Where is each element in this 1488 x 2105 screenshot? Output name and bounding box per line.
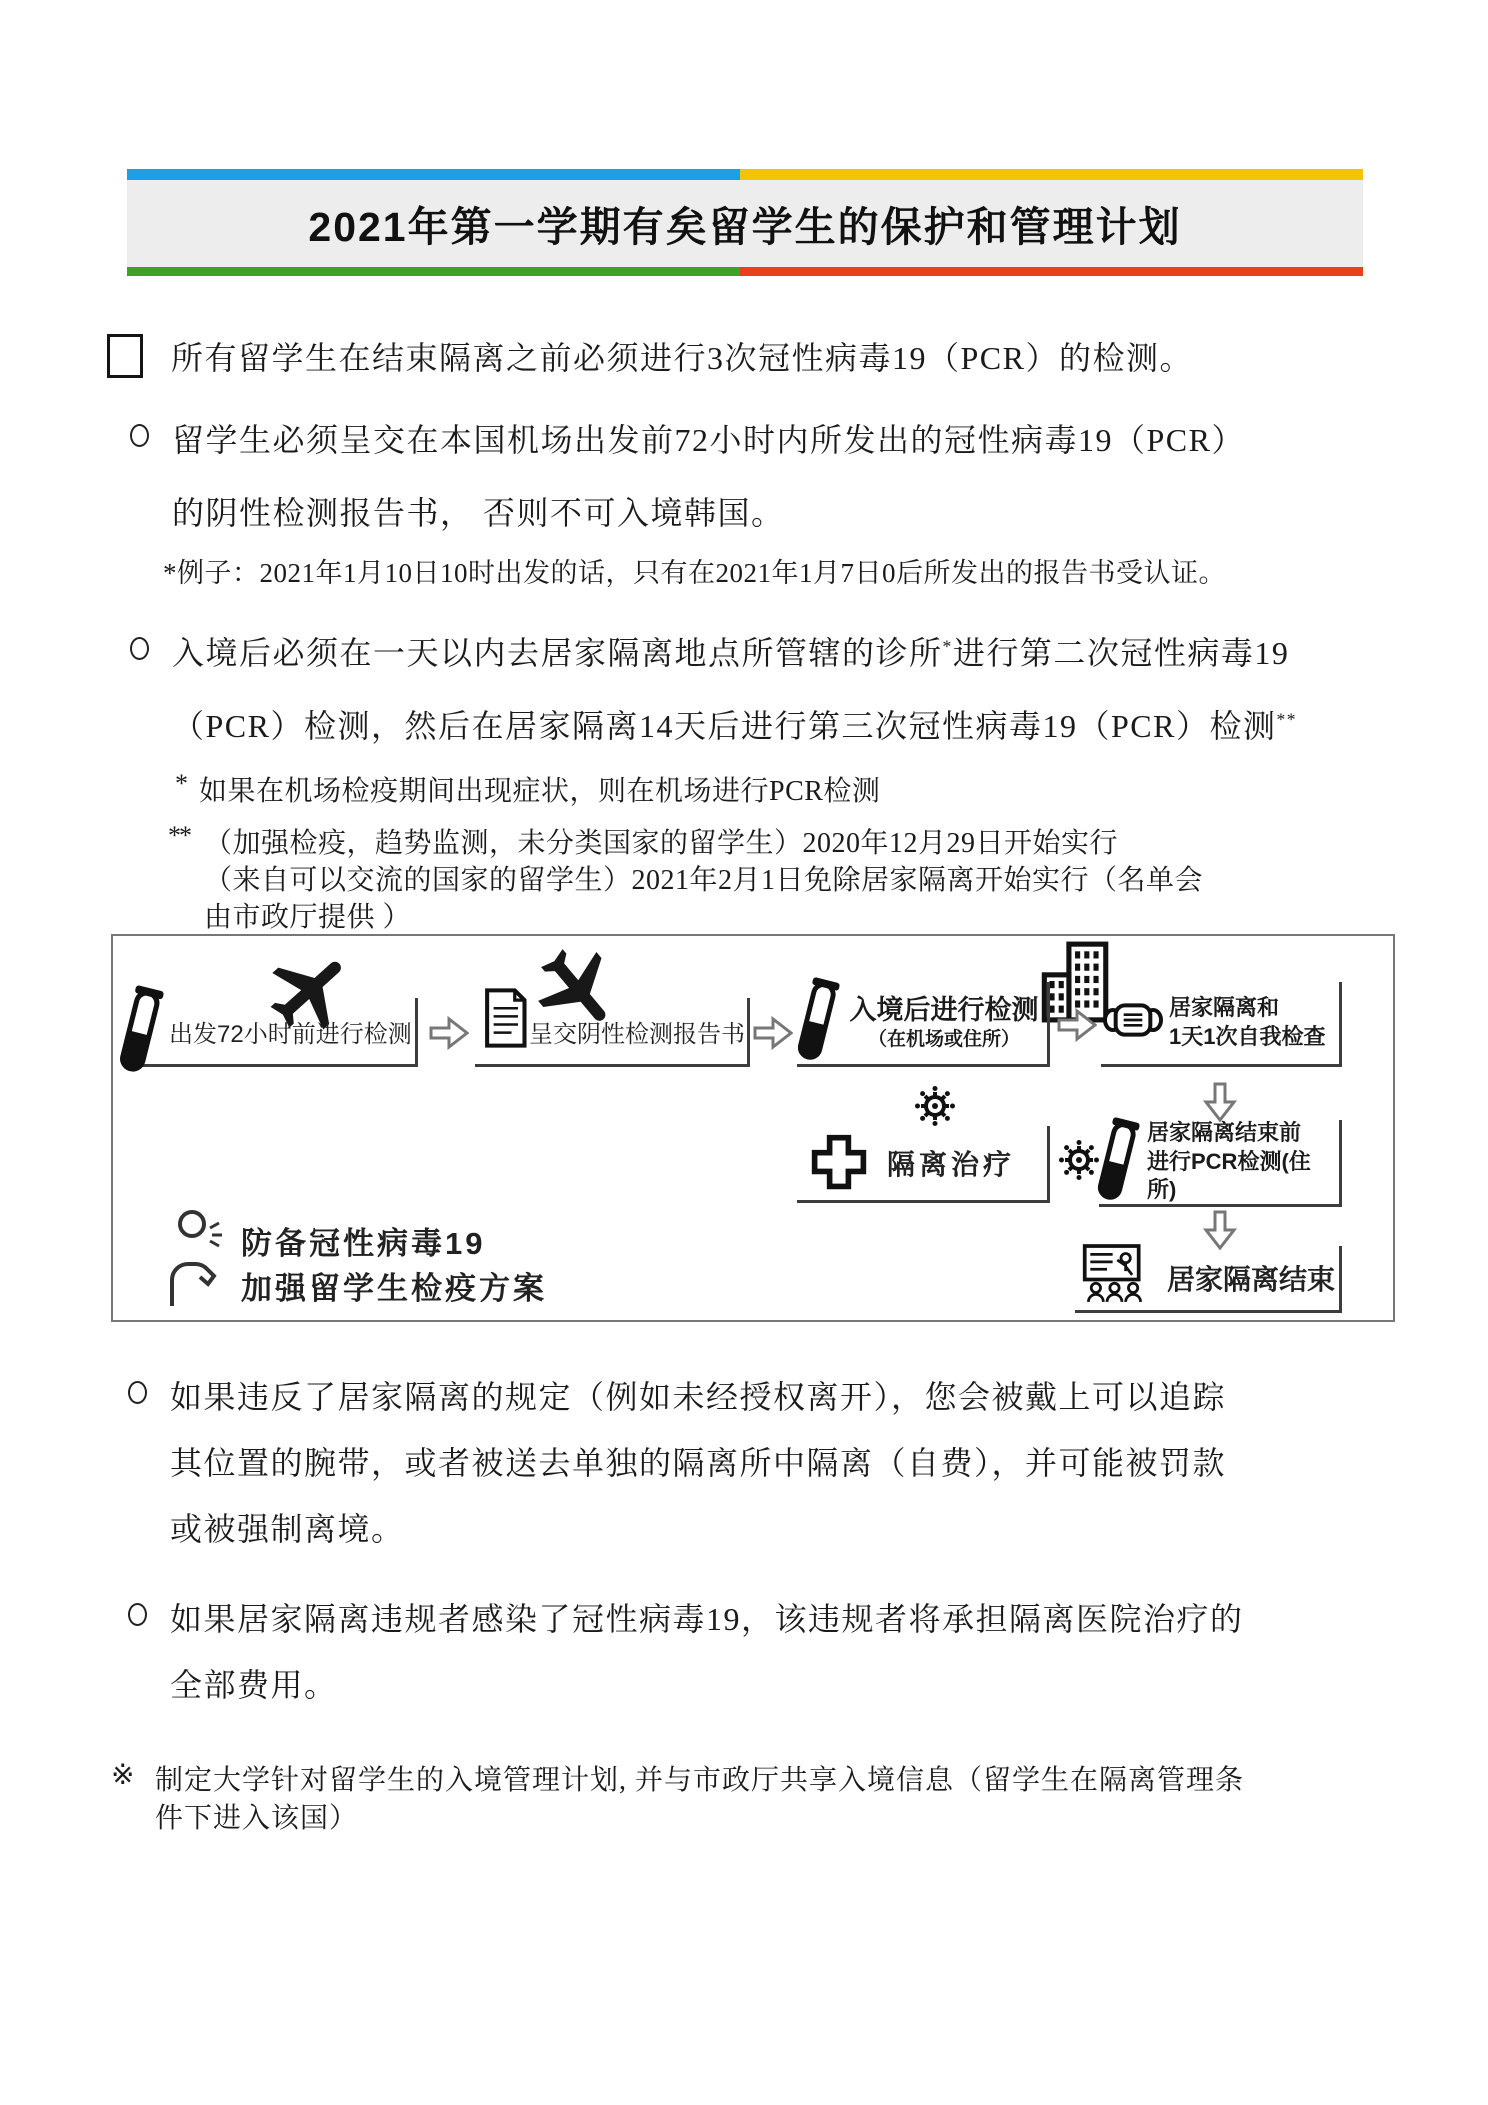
step-2-label: 呈交阴性检测报告书 (529, 1020, 745, 1048)
banner-stripe-green (127, 267, 740, 276)
page-title: 2021年第一学期有矣留学生的保护和管理计划 (127, 180, 1363, 267)
step-4-line-2: 1天1次自我检查 (1169, 1024, 1326, 1049)
circle-bullet-icon (128, 1381, 147, 1404)
bullet-3-line-1: 如果违反了居家隔离的规定（例如未经授权离开），您会被戴上可以追踪 (170, 1379, 1227, 1415)
mask-icon (1101, 998, 1165, 1042)
reference-note-line-1: 制定大学针对留学生的入境管理计划, 并与市政厅共享入境信息（留学生在隔离管理条 (155, 1765, 1245, 1796)
footnote-star-marker: * (175, 769, 189, 798)
reference-note (111, 1758, 1244, 1834)
step-7-label: 居家隔离结束 (1167, 1264, 1336, 1295)
circle-bullet-icon (128, 1603, 147, 1626)
bullet-item-infection-cost (128, 1594, 1244, 1726)
footnote-2star-marker: ** (168, 821, 190, 850)
step-3-sublabel: （在机场或住所） (867, 1029, 1020, 1051)
bullet-item-entry-test (130, 628, 1297, 774)
step-quarantine-end (1075, 1246, 1342, 1313)
checkbox-item (107, 333, 1193, 379)
test-tube-icon (121, 984, 159, 1076)
footnote-star (175, 769, 880, 809)
quarantine-process-diagram (111, 934, 1395, 1322)
test-tube-icon (799, 976, 835, 1064)
right-arrow-icon (1057, 1008, 1097, 1042)
circle-bullet-icon (130, 637, 149, 660)
footnote-2star-line-1: （加强检疫，趋势监测，未分类国家的留学生）2020年12月29日开始实行 (204, 828, 1119, 859)
bullet-item-pretest (130, 415, 1245, 561)
step-quarantine-treatment (797, 1126, 1050, 1203)
step-1-label: 出发72小时前进行检测 (169, 1020, 412, 1048)
banner-stripe-blue (127, 169, 740, 180)
step-self-check (1101, 982, 1342, 1067)
bullet-1-line-2: 的阴性检测报告书， 否则不可入境韩国。 (172, 495, 785, 531)
footnote-ref-star: * (942, 636, 953, 657)
test-tube-icon (1099, 1116, 1135, 1204)
bullet-4-line-1: 如果居家隔离违规者感染了冠性病毒19，该违规者将承担隔离医院治疗的 (170, 1601, 1244, 1637)
title-banner (127, 169, 1363, 276)
right-arrow-icon (753, 1016, 793, 1050)
banner-bottom-stripe (127, 267, 1363, 276)
bullet-2-text: 进行第二次冠性病毒19 (952, 635, 1290, 671)
footnote-2star-line-3: 由市政厅提供 ） (204, 902, 412, 933)
banner-stripe-yellow (740, 169, 1363, 180)
footnote-2star-line-2: （来自可以交流的国家的留学生）2021年2月1日免除居家隔离开始实行（名单会 (204, 865, 1204, 896)
caption-line-1: 防备冠性病毒19 (241, 1226, 486, 1261)
medical-cross-icon (809, 1132, 869, 1192)
bullet-1-line-1: 留学生必须呈交在本国机场出发前72小时内所发出的冠性病毒19（PCR） (172, 422, 1245, 458)
checkbox-item-text: 所有留学生在结束隔离之前必须进行3次冠性病毒19（PCR）的检测。 (171, 340, 1193, 376)
bullet-4-line-2: 全部费用。 (170, 1667, 338, 1703)
step-pcr-before-end (1099, 1120, 1342, 1207)
virus-icon (913, 1084, 957, 1128)
document-icon (479, 982, 531, 1054)
checkbox-icon (107, 334, 143, 378)
step-entry-test (797, 982, 1050, 1067)
right-arrow-icon (429, 1016, 469, 1050)
person-coughing-icon (165, 1208, 231, 1308)
diagram-caption (241, 1218, 547, 1308)
reference-note-marker: ※ (111, 1760, 136, 1791)
reference-note-line-2: 件下进入该国） (155, 1803, 359, 1834)
step-3-label: 入境后进行检测 (849, 995, 1039, 1026)
step-submit-report (475, 998, 750, 1067)
step-6-line-1: 居家隔离结束前 (1147, 1120, 1302, 1146)
bullet-2-text: 入境后必须在一天以内去居家隔离地点所管辖的诊所 (172, 635, 943, 671)
bullet-2-line-2 (172, 701, 1297, 774)
step-departure-test (123, 998, 418, 1067)
step-5-label: 隔离治疗 (887, 1149, 1016, 1180)
bullet-2-line-1 (172, 628, 1297, 701)
example-note: *例子：2021年1月10日10时出发的话，只有在2021年1月7日0后所发出的报告书受认证。 (163, 558, 1226, 588)
footnote-ref-2star: ** (1276, 709, 1298, 730)
bullet-3-line-3: 或被强制离境。 (170, 1511, 405, 1547)
footnote-star-text: 如果在机场检疫期间出现症状，则在机场进行PCR检测 (199, 776, 881, 807)
circle-bullet-icon (130, 424, 149, 447)
caption-line-2: 加强留学生检疫方案 (241, 1271, 547, 1306)
step-6-line-2: 进行PCR检测(住所) (1147, 1148, 1311, 1203)
bullet-2-text: （PCR）检测，然后在居家隔离14天后进行第三次冠性病毒19（PCR）检测 (172, 708, 1277, 744)
bullet-3-line-2: 其位置的腕带，或者被送去单独的隔离所中隔离（自费），并可能被罚款 (170, 1445, 1227, 1481)
bullet-item-violation (128, 1372, 1226, 1570)
banner-stripe-red (740, 267, 1363, 276)
presentation-people-icon (1081, 1242, 1161, 1304)
footnote-2star (168, 821, 1203, 932)
down-arrow-icon (1203, 1210, 1237, 1250)
down-arrow-icon (1203, 1082, 1237, 1122)
step-4-line-1: 居家隔离和 (1169, 995, 1280, 1021)
banner-top-stripe (127, 169, 1363, 180)
